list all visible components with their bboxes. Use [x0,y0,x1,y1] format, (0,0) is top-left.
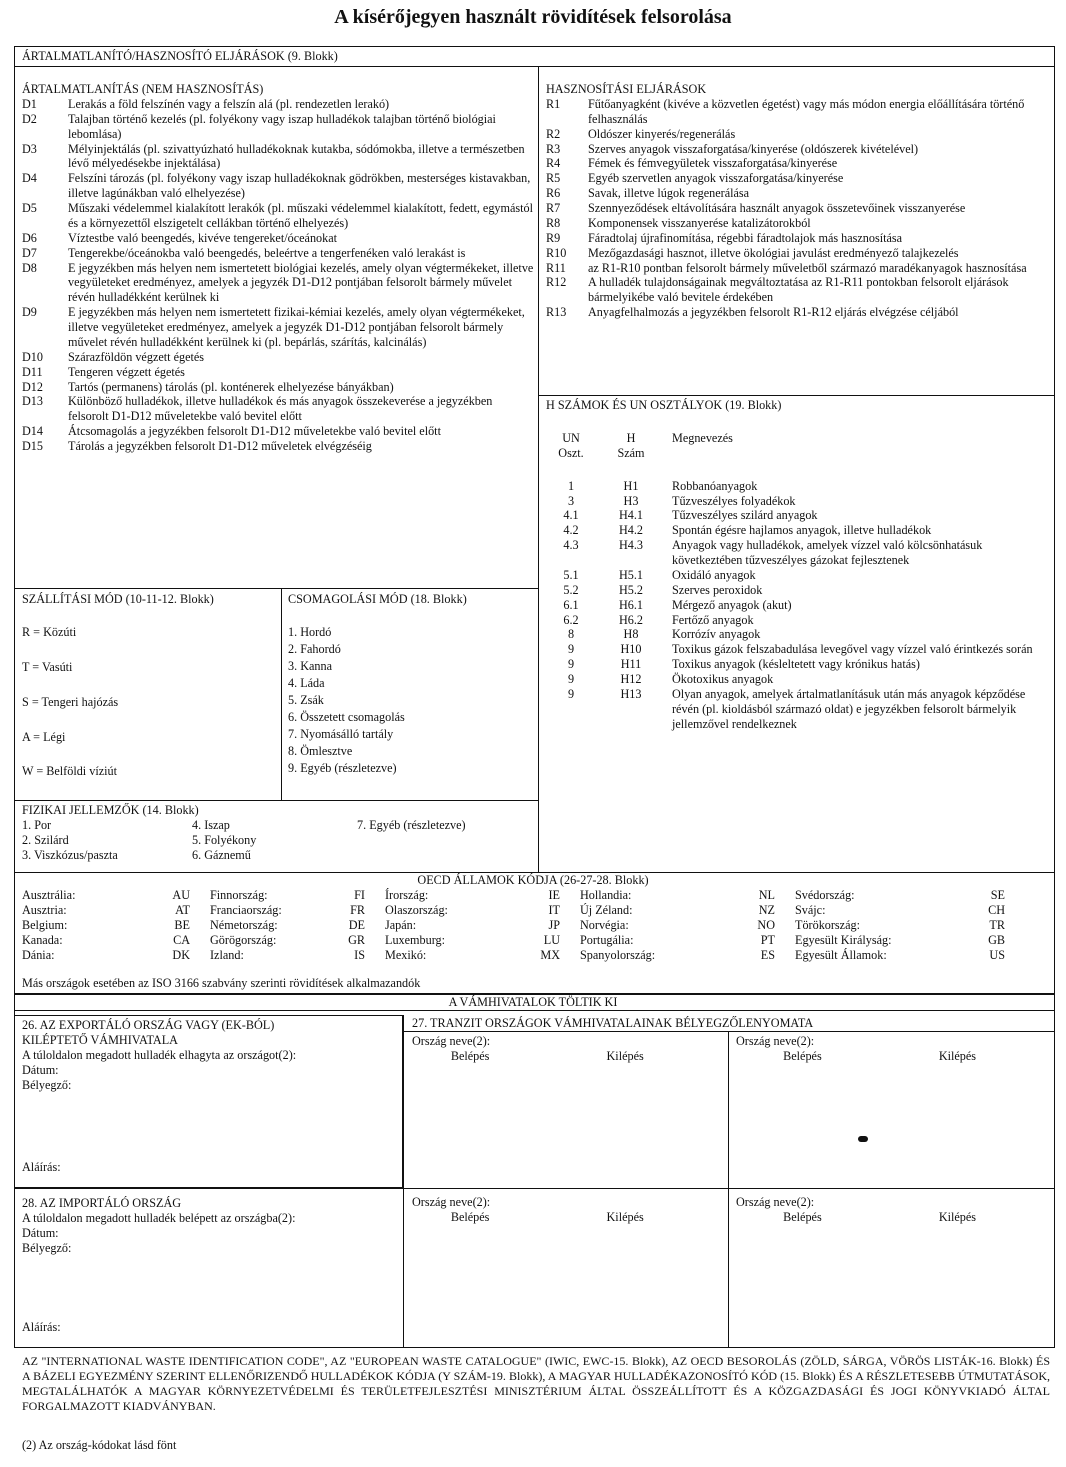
h-row [546,598,1046,613]
country-code: AU [172,888,190,902]
country-name: Portugália: [580,932,634,947]
country-name: Finnország: [210,888,268,902]
h-block-header: H SZÁMOK ÉS UN OSZTÁLYOK (19. Blokk) [546,398,782,412]
item-code: D11 [22,364,43,379]
recovery-item [546,171,1046,186]
divider [281,588,282,800]
packaging-item: 3. Kanna [288,659,332,673]
transport-block [22,592,277,799]
country-code: CA [173,932,190,947]
recovery-item [546,216,1046,231]
item-text: E jegyzékben más helyen nem ismertetett fizikai-kémiai kezelés, amely olyan végtermékeket, illetve vegyületeket eredményez, amelyek a jegyzék D1-D12 pontjában felsorolt bármely művelet révén hulladékként kerülnek ki (pl. bepárlás, szárítás, kalcinálás) [68,305,525,349]
country-name: Svédország: [795,888,855,902]
recovery-item [546,261,1046,276]
col-h: H [626,430,636,445]
transport-header: SZÁLLÍTÁSI MÓD (10-11-12. Blokk) [22,592,214,606]
item-text: Víztestbe való beengedés, kivéve tengereket/óceánokat [68,230,338,245]
physical-item: 2. Szilárd [22,832,69,847]
h-code: H3 [623,493,639,508]
item-text: Műszaki védelemmel kialakított lerakók (pl. műszaki védelemmel kialakított, fedett, egymástól és a környezettől elszigetelt cellákban történő elhelyezés) [68,201,534,230]
item-text: Fémek és fémvegyületek visszaforgatása/kinyerése [588,156,838,171]
item-text: A hulladék tulajdonságainak megváltoztatása az R1-R11 pontokban felsorolt eljárások bármelyikébe való bevitele érdekében [588,275,1009,305]
divider [403,1015,404,1348]
block-28-stamp: Bélyegző: [22,1240,72,1255]
item-text: Különböző hulladékok, illetve hulladékok és más anyagok összekeverése a jegyzékben felsorolt D1-D12 műveletekbe való bevitel előtt [68,394,493,424]
item-code: R13 [546,305,567,320]
h-row [546,508,1046,523]
physical-item: 3. Viszkózus/paszta [22,847,118,862]
h-table-head-2 [546,446,1046,461]
oecd-header: OECD ÁLLAMOK KÓDJA (26-27-28. Blokk) [417,873,649,887]
entry-label: Belépés [783,1048,822,1063]
item-code: D15 [22,439,43,453]
h-un: 9 [567,642,575,657]
footer-note: (2) Az ország-kódokat lásd fönt [22,1438,177,1452]
country-name: Írország: [385,888,429,902]
packaging-list [288,625,533,776]
block-28-date: Dátum: [22,1225,59,1240]
block9-header: ÁRTALMATLANÍTÓ/HASZNOSÍTÓ ELJÁRÁSOK (9. Blokk) [22,49,338,63]
country-name: Olaszország: [385,902,448,917]
country-name: Franciaország: [210,902,282,917]
country-code: BE [174,917,190,932]
transport-item: R = Közúti [22,624,77,639]
disposal-item [22,142,534,172]
physical-item: 6. Gáznemű [192,847,251,862]
item-text: Savak, illetve lúgok regenerálása [588,186,750,201]
item-code: D2 [22,111,37,126]
transit-cell-3 [412,1195,722,1225]
country-name: Norvégia: [580,917,629,932]
item-code: R9 [546,230,561,245]
entry-label: Belépés [450,1209,490,1224]
transport-item: S = Tengeri hajózás [22,694,119,709]
block-27-title: 27. TRANZIT ORSZÁGOK VÁMHIVATALAINAK BÉLYEGZŐLENYOMATA [412,1016,814,1030]
country-name: Németország: [210,917,278,932]
country-code: IS [354,947,365,962]
item-text: Fáradtolaj újrafinomítása, régebbi fáradtolajok más hasznosítása [588,230,903,245]
physical-col-3 [357,818,532,863]
physical-header: FIZIKAI JELLEMZŐK (14. Blokk) [22,803,199,817]
transport-item: A = Légi [22,729,66,744]
item-text: Mezőgazdasági hasznot, illetve ökológiai javulást eredményező talajkezelés [588,245,959,260]
item-code: D3 [22,141,37,156]
physical-item: 4. Iszap [192,817,230,832]
item-text: Tengeren végzett égetés [68,364,185,379]
recovery-item [546,142,1046,157]
recovery-list [546,97,1046,320]
block-28-title: 28. AZ IMPORTÁLÓ ORSZÁG [22,1196,182,1210]
h-name: Szerves peroxidok [672,582,763,597]
packaging-item: 5. Zsák [288,693,324,708]
disposal-item [22,380,534,395]
block-28-content [22,1196,397,1256]
item-code: R4 [546,156,561,171]
item-text: Szennyeződések eltávolítására használt anyagok összetevőinek visszanyerése [588,201,966,215]
country-name: Luxemburg: [385,932,446,947]
country-name: Görögország: [210,932,277,947]
divider [14,588,539,589]
h-un: 9 [567,672,575,686]
country-name: Mexikó: [385,947,427,962]
disposal-item [22,231,534,246]
h-code: H13 [620,686,642,701]
h-row [546,583,1046,598]
h-un: 5.2 [563,582,579,597]
country-name: Ausztria: [22,902,67,917]
divider [14,1188,1055,1189]
item-code: D9 [22,305,37,320]
disposal-section [22,82,534,454]
physical-block [22,803,532,863]
physical-item: 7. Egyéb (részletezve) [357,817,466,832]
h-un: 6.1 [563,597,579,612]
recovery-item [546,246,1046,261]
packaging-header: CSOMAGOLÁSI MÓD (18. Blokk) [288,592,467,606]
smudge-mark [858,1136,868,1142]
country-code: JP [548,917,560,932]
packaging-item: 2. Fahordó [288,641,341,656]
exit-label: Kilépés [938,1209,977,1224]
item-text: Átcsomagolás a jegyzékben felsorolt D1-D12 műveletekbe való bevitel előtt [68,424,441,439]
h-code: H1 [623,478,639,493]
country-name: Svájc: [795,902,826,917]
block-28-line: A túloldalon megadott hulladék belépett az országba(2): [22,1210,296,1225]
item-code: R11 [546,260,566,275]
block-26-title-1: 26. AZ EXPORTÁLÓ ORSZÁG VAGY (EK-BÓL) [22,1018,275,1032]
country-code: NL [758,888,775,902]
entry-label: Belépés [450,1048,490,1063]
item-code: R12 [546,275,567,290]
country-code: DE [348,917,365,932]
h-un: 9 [567,657,575,672]
h-un: 4.2 [563,523,579,538]
transit-country-label: Ország neve(2): [412,1034,491,1048]
country-code: AT [175,902,190,917]
h-code: H5.1 [618,567,644,582]
item-code: D6 [22,230,37,245]
disposal-item [22,261,534,306]
col-un-2: Oszt. [558,445,584,460]
item-text: Szerves anyagok visszaforgatása/kinyerése (oldószerek kivételével) [588,141,919,156]
h-un: 4.1 [563,508,579,523]
item-text: Szárazföldön végzett égetés [68,349,205,364]
h-un: 8 [567,627,575,642]
country-code: ES [760,947,775,962]
divider [538,395,1055,396]
item-code: D8 [22,260,37,275]
recovery-item [546,305,1046,320]
country-code: NO [757,917,775,932]
item-text: Lerakás a föld felszínén vagy a felszín alá (pl. rendezetlen lerakó) [68,96,390,111]
h-un: 5.1 [563,567,579,582]
country-name: Belgium: [22,917,68,932]
country-code: IT [548,902,560,917]
item-text: Anyagfelhalmozás a jegyzékben felsorolt R1-R12 eljárás elvégzése céljából [588,305,959,320]
item-text: Mélyinjektálás (pl. szivattyúzható hulladékoknak kutakba, sódómokba, illetve a természetben lévő mélyedésekbe injektálása) [68,141,525,171]
h-block [546,398,1046,732]
country-code: LU [543,932,560,947]
country-name: Egyesült Királyság: [795,932,892,947]
country-name: Egyesült Államok: [795,947,887,962]
country-code: SE [990,888,1005,902]
h-row [546,687,1046,732]
h-name: Anyagok vagy hulladékok, amelyek vízzel való kölcsönhatásuk következtében tűzveszélyes gázokat fejlesztenek [672,538,983,567]
h-name: Olyan anyagok, amelyek ártalmatlanításuk után más anyagok képződése révén (pl. kioldásból származó oldat) e jegyzékben felsorolt bármelyik jellemzővel rendelkeznek [672,686,1026,731]
transit-cell-2 [736,1034,1046,1064]
block-28-sign: Aláírás: [22,1320,61,1334]
item-code: D12 [22,379,43,394]
block-26-content [22,1018,397,1092]
page-title: A kísérőjegyen használt rövidítések felsorolása [334,6,732,28]
disposal-item [22,171,534,201]
h-row [546,642,1046,657]
h-code: H4.1 [618,508,644,523]
country-name: Spanyolország: [580,947,656,962]
country-code: PT [760,932,775,947]
col-h-2: Szám [617,445,645,460]
packaging-item: 8. Ömlesztve [288,744,353,759]
country-name: Izland: [210,947,244,962]
h-code: H6.2 [618,612,644,627]
disposal-item [22,97,534,112]
physical-col-2 [192,818,357,863]
disposal-list [22,97,534,454]
item-code: D10 [22,349,43,364]
item-code: R3 [546,141,561,156]
item-code: R10 [546,245,567,260]
country-code: FR [350,902,365,917]
disposal-item [22,246,534,261]
h-code: H8 [623,627,639,642]
h-name: Korrózív anyagok [672,627,761,642]
transit-cell-4 [736,1195,1046,1225]
recovery-item [546,231,1046,246]
block-26-title-2: KILÉPTETŐ VÁMHIVATALA [22,1032,178,1047]
block-26-stamp: Bélyegző: [22,1077,72,1092]
transit-country-label: Ország neve(2): [736,1034,815,1048]
divider [403,1031,1055,1032]
item-text: Tartós (permanens) tárolás (pl. konténerek elhelyezése bányákban) [68,379,394,394]
item-code: R6 [546,186,561,201]
item-code: D1 [22,96,37,111]
country-code: FI [354,888,365,902]
recovery-header: HASZNOSÍTÁSI ELJÁRÁSOK [546,82,707,96]
country-name: Hollandia: [580,888,632,902]
packaging-block [288,592,533,778]
h-name: Fertőző anyagok [672,612,754,627]
h-code: H4.2 [618,523,644,538]
divider [728,1031,729,1348]
h-name: Robbanóanyagok [672,478,758,493]
item-code: R5 [546,171,561,186]
transit-country-label: Ország neve(2): [736,1195,815,1209]
disposal-item [22,424,534,439]
country-name: Kanada: [22,932,63,947]
h-list [546,479,1046,732]
country-name: Ausztrália: [22,888,76,902]
country-name: Törökország: [795,917,860,932]
item-text: Talajban történő kezelés (pl. folyékony vagy iszap hulladékok talajban történő biológiai lebomlása) [68,111,496,141]
country-code: GR [348,932,365,947]
item-text: Felszíni tározás (pl. folyékony vagy iszap hulladékoknak gödrökben, mesterséges kistavakban, illetve lagúnákban való elhelyezése) [68,171,531,201]
item-text: Komponensek visszanyerése katalizátorokból [588,215,811,230]
item-code: D5 [22,201,37,215]
recovery-item [546,275,1046,305]
h-name: Oxidáló anyagok [672,567,756,582]
h-name: Tűzveszélyes folyadékok [672,493,796,508]
transport-item: T = Vasúti [22,659,73,674]
h-name: Tűzveszélyes szilárd anyagok [672,508,818,523]
h-row [546,494,1046,509]
country-code: IE [548,888,560,902]
item-text: Fűtőanyagként (kivéve a közvetlen égetést) vagy más módon energia előállítására történő felhasználás [588,96,1025,126]
country-name: Új Zéland: [580,902,633,917]
item-code: D13 [22,394,43,409]
block-26-date: Dátum: [22,1062,59,1077]
disposal-header: ÁRTALMATLANÍTÁS (NEM HASZNOSÍTÁS) [22,82,264,96]
block-26-sign: Aláírás: [22,1160,61,1174]
disposal-item [22,201,534,231]
disposal-item [22,365,534,380]
recovery-item [546,127,1046,142]
h-name: Spontán égésre hajlamos anyagok, illetve hulladékok [672,523,932,538]
physical-item: 5. Folyékony [192,832,257,847]
oecd-footnote: Más országok esetében az ISO 3166 szabvány szerinti rövidítések alkalmazandók [22,976,421,990]
item-text: E jegyzékben más helyen nem ismertetett biológiai kezelés, amely olyan végtermékeket, illetve vegyületeket eredményez, amelyek a jegyzék D1-D12 pontjában felsorolt bármely művelet révén hulladékként kerülnek ki [68,260,534,305]
block-26-line: A túloldalon megadott hulladék elhagyta az országot(2): [22,1047,297,1062]
country-name: Dánia: [22,947,55,962]
recovery-item [546,201,1046,216]
h-name: Ökotoxikus anyagok [672,672,774,686]
divider [538,66,539,872]
h-table-head [546,431,1046,446]
h-un: 4.3 [563,538,579,553]
h-row [546,613,1046,628]
item-text: az R1-R10 pontban felsorolt bármely műveletből származó maradékanyagok hasznosítása [588,260,1027,275]
col-un: UN [562,430,580,445]
disposal-item [22,439,534,454]
item-text: Tengerekbe/óceánokba való beengedés, beleértve a tengerfenéken való lerakást is [68,245,466,260]
h-row [546,627,1046,642]
item-code: R7 [546,201,561,215]
transport-list [22,625,277,779]
country-code: US [989,947,1005,962]
h-name: Toxikus gázok felszabadulása levegővel vagy vízzel való érintkezés során [672,642,1033,657]
recovery-section [546,82,1046,320]
exit-label: Kilépés [938,1048,977,1063]
item-code: D7 [22,245,37,260]
recovery-item [546,97,1046,127]
country-code: DK [172,947,190,962]
country-code: GB [988,932,1005,947]
item-code: R8 [546,215,561,230]
physical-col-1 [22,818,192,863]
physical-item: 1. Por [22,817,52,832]
transit-country-label: Ország neve(2): [412,1195,491,1209]
item-code: R2 [546,126,561,141]
item-text: Egyéb szervetlen anyagok visszaforgatása/kinyerése [588,171,844,186]
h-row [546,538,1046,568]
country-code: MX [540,947,560,962]
disposal-item [22,112,534,142]
exit-label: Kilépés [606,1048,644,1063]
divider [14,800,539,801]
recovery-item [546,156,1046,171]
h-row [546,479,1046,494]
h-row [546,523,1046,538]
entry-label: Belépés [783,1209,822,1224]
item-text: Oldószer kinyerés/regenerálás [588,126,736,141]
transport-item: W = Belföldi víziút [22,764,117,779]
h-row [546,657,1046,672]
h-code: H6.1 [618,597,644,612]
country-code: NZ [758,902,775,917]
oecd-grid [22,888,1047,962]
h-name: Toxikus anyagok (késleltetett vagy krónikus hatás) [672,657,920,672]
transit-cell-1 [412,1034,722,1064]
packaging-item: 7. Nyomásálló tartály [288,727,394,742]
item-text: Tárolás a jegyzékben felsorolt D1-D12 műveletek elvégzéséig [68,439,372,453]
country-name: Japán: [385,917,417,932]
disposal-item [22,350,534,365]
h-un: 1 [567,478,575,493]
h-un: 9 [567,686,575,701]
h-code: H12 [620,672,642,686]
packaging-item: 4. Láda [288,676,325,691]
packaging-item: 1. Hordó [288,624,332,639]
h-code: H11 [620,657,642,672]
country-code: TR [989,917,1005,932]
h-code: H5.2 [618,582,644,597]
exit-label: Kilépés [606,1209,644,1224]
h-name: Mérgező anyagok (akut) [672,597,792,612]
item-code: D4 [22,171,37,186]
item-code: R1 [546,96,561,111]
h-code: H4.3 [618,538,644,553]
h-code: H10 [620,642,642,657]
disposal-item [22,305,534,350]
item-code: D14 [22,424,43,439]
packaging-item: 9. Egyéb (részletezve) [288,761,397,776]
h-row [546,568,1046,583]
h-un: 6.2 [563,612,579,627]
country-code: CH [988,902,1005,917]
recovery-item [546,186,1046,201]
packaging-item: 6. Összetett csomagolás [288,710,405,725]
footer-text: AZ "INTERNATIONAL WASTE IDENTIFICATION CODE", AZ "EUROPEAN WASTE CATALOGUE" (IWIC, EWC-15. Blokk), AZ OECD BESOROLÁS (ZÖLD, SÁRGA, VÖRÖS LISTÁK-16. Blokk) ÉS A BÁZELI EGYEZMÉNY SZERINT ELLENŐRIZENDŐ HULLADÉKOK KÓDJA (Y SZÁM-19. Blokk), A MAGYAR HULLADÉKAZONOSÍTÓ KÓD (15. Blokk) ÉS A RÉSZLETESEBB ÚTMUTATÁSOK, MEGTALÁLHATÓK A MAGYAR KÖRNYEZETVÉDELMI ÉS TERÜLETFEJLESZTÉSI MINISZTÉRIUM ÁLTAL ÖSSZEÁLLÍTOTT ÉS A KÖZGAZDASÁGI ÉS JOGI KÖNYVKIADÓ ÁLTAL FORGALMAZOTT KIADVÁNYBAN. [22,1354,1050,1413]
disposal-item [22,394,534,424]
h-row [546,672,1046,687]
h-un: 3 [567,493,575,508]
customs-header: A VÁMHIVATALOK TÖLTIK KI [448,995,618,1009]
divider [14,1010,1055,1011]
divider [14,66,1055,67]
col-name: Megnevezés [672,430,733,445]
